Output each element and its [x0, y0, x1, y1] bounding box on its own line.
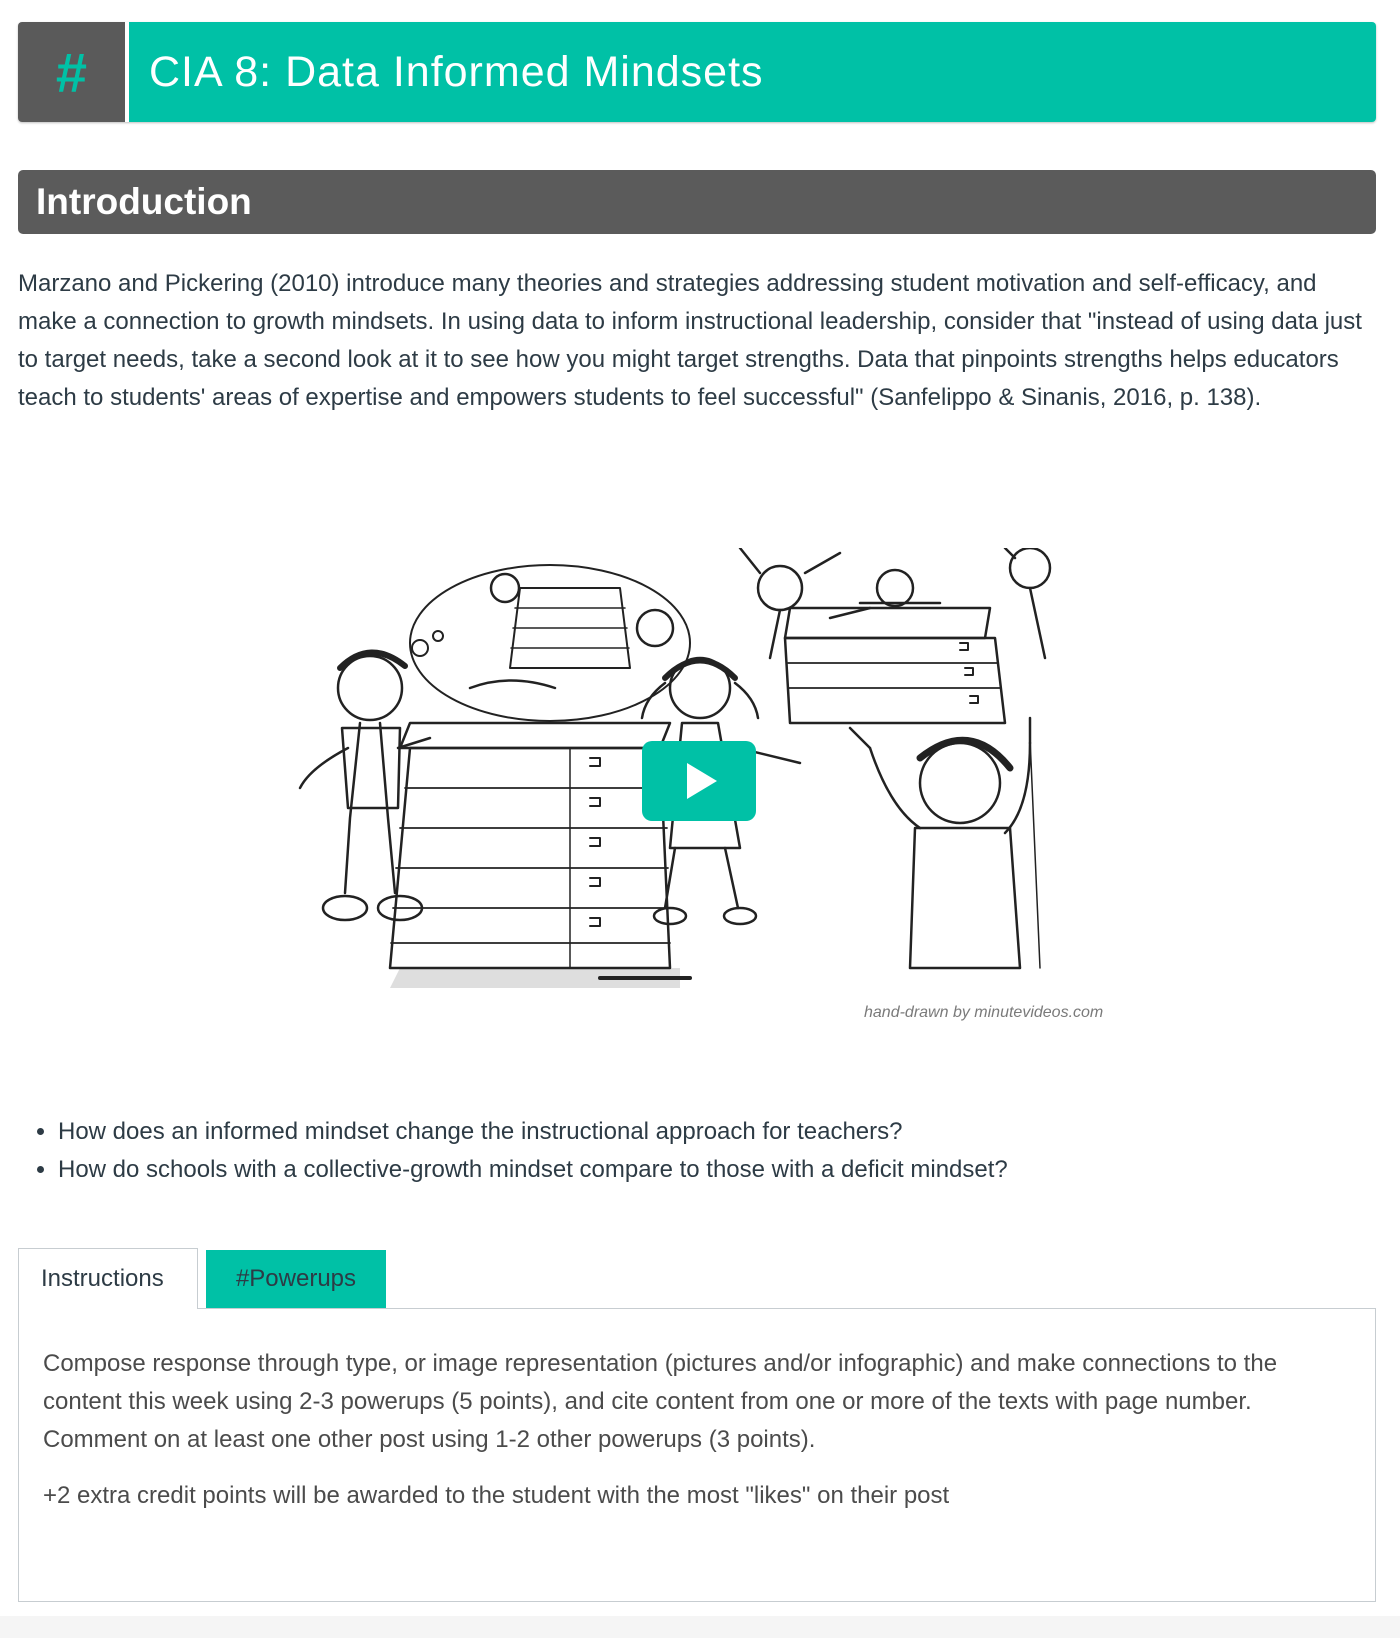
play-button[interactable]	[642, 741, 756, 821]
tab-panel-instructions	[18, 1308, 1376, 1602]
title-banner	[18, 22, 1376, 122]
bottom-strip	[0, 1616, 1400, 1638]
tab-bar	[18, 1248, 386, 1308]
page-title: CIA 8: Data Informed Mindsets	[129, 22, 1376, 122]
extra-credit-paragraph: +2 extra credit points will be awarded to the student with the most "likes" on their post	[43, 1482, 950, 1509]
play-icon	[687, 763, 717, 799]
instructions-paragraph: Compose response through type, or image representation (pictures and/or infographic) and make connections to the content this week using 2-3 powerups (5 points), and cite content from one or more of the texts with page number. Comment on at least one other post using 1-2 other powerups (3 points).	[43, 1350, 1278, 1453]
list-item: • How do schools with a collective-growth mindset compare to those with a deficit mindset?	[58, 1151, 1400, 1189]
question-list	[18, 1113, 1400, 1189]
intro-paragraph: Marzano and Pickering (2010) introduce many theories and strategies addressing student motivation and self-efficacy, and make a connection to growth mindsets. In using data to inform instructional leadership, consider that "instead of using data just to target needs, take a second look at it to see how you might target strengths. Data that pinpoints strengths helps educators teach to students' areas of expertise and empowers students to feel successful" (Sanfelippo & Sinanis, 2016, p. 138).	[18, 270, 1362, 411]
list-item: • How does an informed mindset change the instructional approach for teachers?	[58, 1113, 1400, 1151]
tab-powerups[interactable]: #Powerups	[206, 1250, 386, 1308]
video-player[interactable]	[270, 548, 1130, 1038]
tab-instructions[interactable]: Instructions	[18, 1248, 198, 1309]
section-heading: Introduction	[18, 170, 1376, 234]
video-credit: hand-drawn by minutevideos.com	[864, 1004, 1104, 1021]
hash-icon: #	[18, 22, 129, 122]
